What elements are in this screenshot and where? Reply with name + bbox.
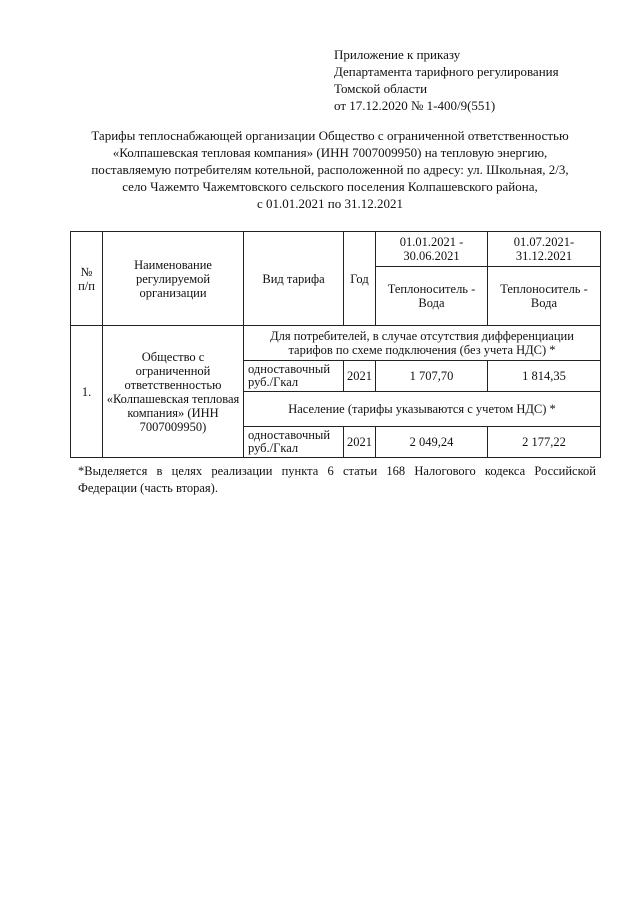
tariff-value-period-1: 1 707,70 [376,361,488,392]
section-note-population: Население (тарифы указываются с учетом НДС) * [244,392,601,427]
tariff-value-period-2: 2 177,22 [488,427,601,458]
tariff-table [70,231,601,458]
title-line: поставляемую потребителям котельной, расположенной по адресу: ул. Школьная, 2/3, [91,162,569,177]
appendix-line: Томской области [334,81,428,96]
tariff-unit: одноставочный руб./Гкал [244,361,344,392]
header-year: Год [344,232,376,326]
document-title [60,127,600,212]
appendix-date: от 17.12.2020 № 1-400/9(551) [334,98,496,113]
footnote: *Выделяется в целях реализации пункта 6 статьи 168 Налогового кодекса Российской Федерации (часть вторая). [78,464,596,495]
section-note-no-vat: Для потребителей, в случае отсутствия дифференциации тарифов по схеме подключения (без учета НДС) * [244,326,601,361]
tariff-year: 2021 [344,427,376,458]
header-carrier-1: Теплоноситель - Вода [376,267,488,326]
header-num: № п/п [71,232,103,326]
header-period-1: 01.01.2021 - 30.06.2021 [376,232,488,267]
appendix-header [334,46,559,114]
header-carrier-2: Теплоноситель - Вода [488,267,601,326]
title-line: село Чажемто Чажемтовского сельского поселения Колпашевского района, [122,179,538,194]
appendix-line: Приложение к приказу [334,47,461,62]
title-period: с 01.01.2021 по 31.12.2021 [257,196,403,211]
tariff-year: 2021 [344,361,376,392]
tariff-value-period-1: 2 049,24 [376,427,488,458]
tariff-value-period-2: 1 814,35 [488,361,601,392]
title-line: Тарифы теплоснабжающей организации Общество с ограниченной ответственностью [91,128,569,143]
appendix-line: Департамента тарифного регулирования [334,64,559,79]
header-org-name: Наименование регулируемой организации [103,232,244,326]
title-line: «Колпашевская тепловая компания» (ИНН 7007009950) на тепловую энергию, [112,145,548,160]
row-num: 1. [71,326,103,458]
tariff-unit: одноставочный руб./Гкал [244,427,344,458]
header-period-2: 01.07.2021- 31.12.2021 [488,232,601,267]
header-tariff-type: Вид тарифа [244,232,344,326]
row-organization: Общество с ограниченной ответственностью «Колпашевская тепловая компания» (ИНН 7007009950) [103,326,244,458]
